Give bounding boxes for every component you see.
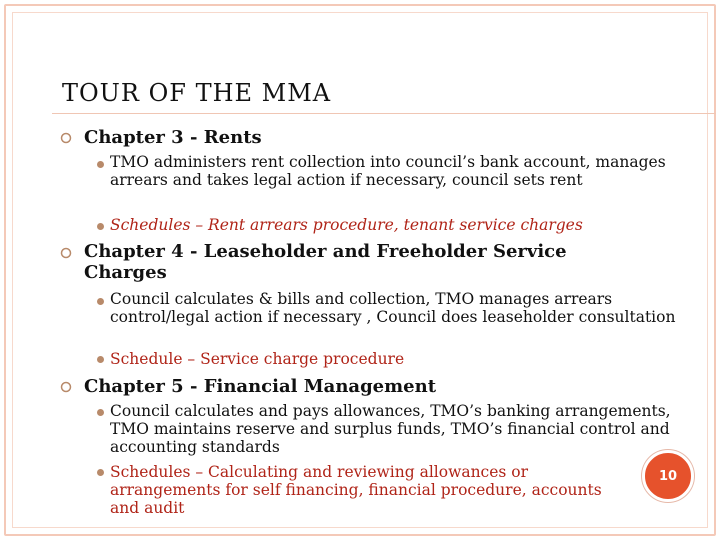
section-heading: Chapter 4 - Leaseholder and Freeholder Service Charges: [84, 241, 567, 283]
list-item: Schedules – Calculating and reviewing allowances or arrangements for self financing, financial procedure, accounts and audit: [110, 463, 602, 517]
title-divider: [52, 113, 716, 114]
filled-dot-icon: [97, 409, 104, 416]
slide-title: TOUR OF THE MMA: [62, 79, 332, 107]
section-heading: Chapter 5 - Financial Management: [84, 376, 437, 397]
filled-dot-icon: [97, 356, 104, 363]
hollow-circle-icon: [60, 247, 72, 259]
filled-dot-icon: [97, 469, 104, 476]
hollow-circle-icon: [60, 381, 72, 393]
page-number-badge: 10: [642, 450, 694, 502]
list-item: Council calculates and pays allowances, TMO’s banking arrangements, TMO maintains reserve and surplus funds, TMO’s financial control and accounting standards: [110, 402, 671, 456]
filled-dot-icon: [97, 298, 104, 305]
hollow-circle-icon: [60, 132, 72, 144]
list-item: Schedule – Service charge procedure: [110, 350, 405, 368]
filled-dot-icon: [97, 223, 104, 230]
section-heading: Chapter 3 - Rents: [84, 127, 262, 148]
filled-dot-icon: [97, 161, 104, 168]
list-item: TMO administers rent collection into council’s bank account, manages arrears and takes legal action if necessary, council sets rent: [110, 153, 666, 189]
list-item: Schedules – Rent arrears procedure, tenant service charges: [110, 216, 583, 234]
list-item: Council calculates & bills and collection, TMO manages arrears control/legal action if necessary , Council does leaseholder consultation: [110, 290, 676, 326]
